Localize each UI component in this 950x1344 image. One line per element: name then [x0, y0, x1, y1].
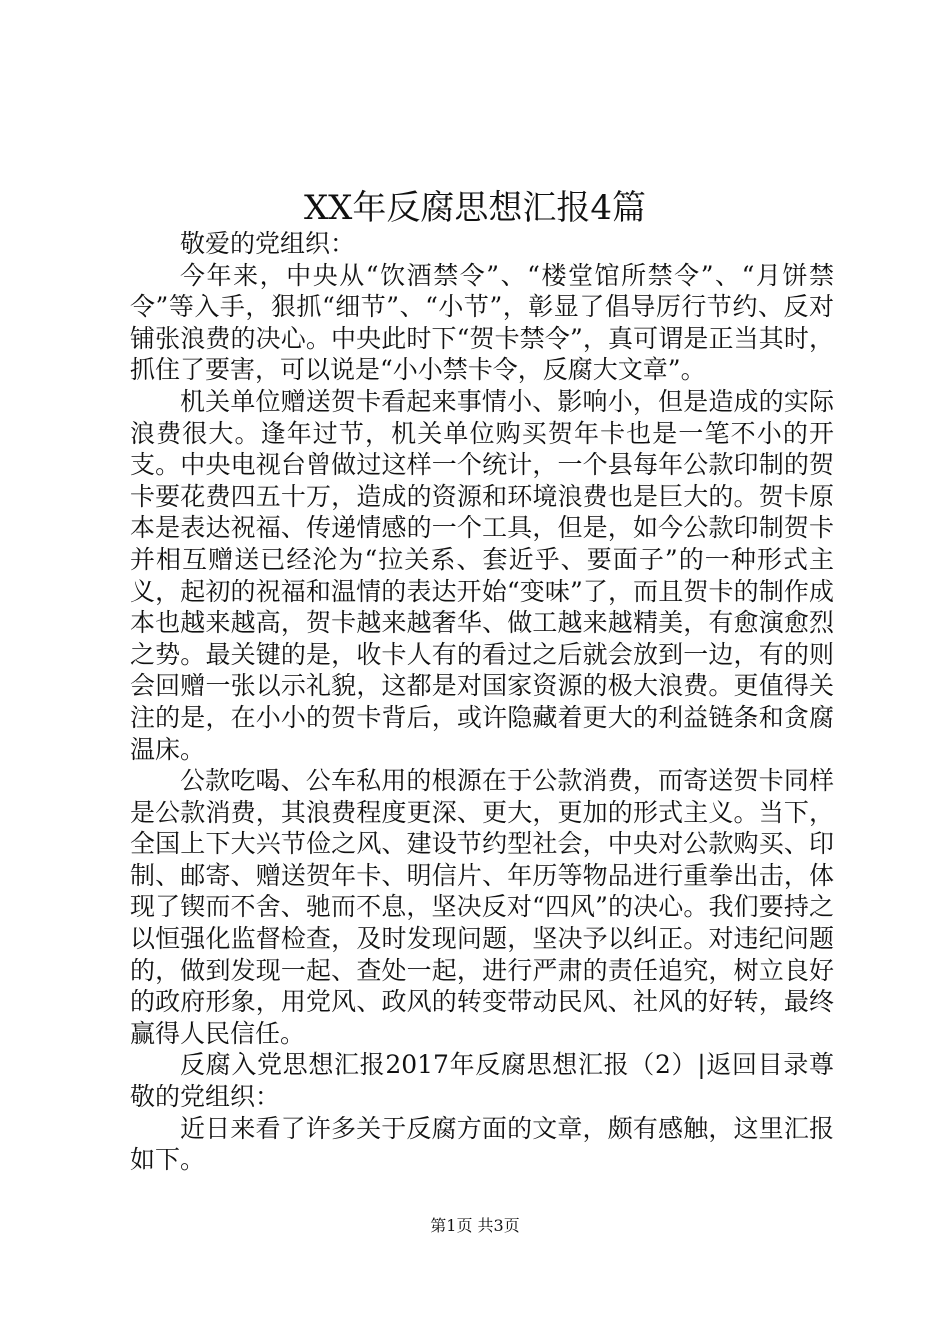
page-footer: 第1页 共3页 [430, 1216, 520, 1235]
paragraph-2: 机关单位赠送贺卡看起来事情小、影响小，但是造成的实际浪费很大。逢年过节，机关单位购买贺年卡也是一笔不小的开支。中央电视台曾做过这样一个统计，一个县每年公款印制的贺卡要花费四五十万，造成的资源和环境浪费也是巨大的。贺卡原本是表达祝福、传递情感的一个工具，但是，如今公款印制贺卡并相互赠送已经沦为“拉关系、套近乎、要面子”的一种形式主义，起初的祝福和温情的表达开始“变味”了，而且贺卡的制作成本也越来越高，贺卡越来越奢华、做工越来越精美，有愈演愈烈之势。最关键的是，收卡人有的看过之后就会放到一边，有的则会回赠一张以示礼貌，这都是对国家资源的极大浪费。更值得关注的是，在小小的贺卡背后，或许隐藏着更大的利益链条和贪腐温床。 [130, 386, 834, 764]
paragraph-3: 公款吃喝、公车私用的根源在于公款消费，而寄送贺卡同样是公款消费，其浪费程度更深、更大，更加的形式主义。当下，全国上下大兴节俭之风、建设节约型社会，中央对公款购买、印制、邮寄、赠送贺年卡、明信片、年历等物品进行重拳出击，体现了锲而不舍、驰而不息，坚决反对“四风”的决心。我们要持之以恒强化监督检查，及时发现问题，坚决予以纠正。对违纪问题的，做到发现一起、查处一起，进行严肃的责任追究，树立良好的政府形象，用党风、政风的转变带动民风、社风的好转，最终赢得人民信任。 [130, 766, 834, 1048]
document-body [130, 228, 834, 1176]
paragraph-1: 今年来，中央从“饮酒禁令”、“楼堂馆所禁令”、“月饼禁令”等入手，狠抓“细节”、“小节”，彰显了倡导厉行节约、反对铺张浪费的决心。中央此时下“贺卡禁令”，真可谓是正当其时，抓住了要害，可以说是“小小禁卡令，反腐大文章”。 [130, 260, 834, 385]
salutation: 敬爱的党组织： [180, 229, 356, 258]
document-title: XX年反腐思想汇报4篇 [303, 188, 647, 228]
paragraph-5: 近日来看了许多关于反腐方面的文章，颇有感触，这里汇报如下。 [130, 1113, 834, 1175]
paragraph-4: 反腐入党思想汇报2017年反腐思想汇报（2）|返回目录尊敬的党组织： [130, 1050, 834, 1112]
